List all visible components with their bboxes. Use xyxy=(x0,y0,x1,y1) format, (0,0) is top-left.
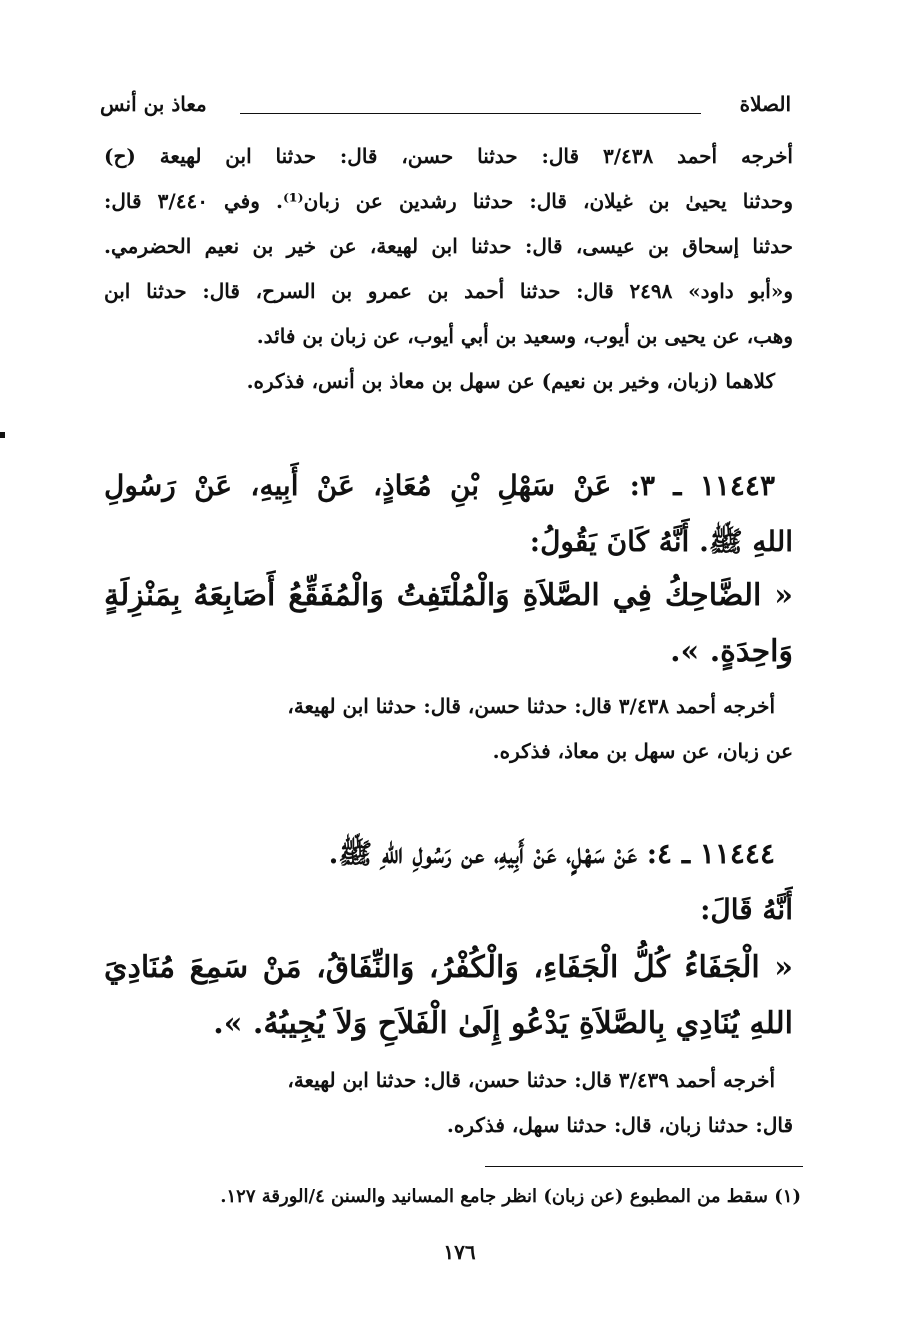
hadith-11443-intro xyxy=(104,458,793,570)
footnote: (١) سقط من المطبوع (عن زبان) انظر جامع المسانيد والسنن ٤/الورقة ١٢٧. xyxy=(220,1186,801,1207)
hadith-11443-text xyxy=(104,568,793,680)
running-header xyxy=(100,92,791,122)
hadith-line: « الْجَفَاءُ كُلُّ الْجَفَاءِ، وَالْكُفْرُ، وَالنِّفَاقُ، مَنْ سَمِعَ مُنَادِيَ xyxy=(104,950,793,985)
text-line: وحدثنا يحيىٰ بن غيلان، قال: حدثنا رشدين عن زبان⁽¹⁾. وفي ٣/٤٤٠ قال: xyxy=(104,189,793,213)
section-title: معاذ بن أنس xyxy=(100,92,207,116)
hadith-line: ١١٤٤٤ ـ ٤: عَنْ سَهْلٍ، عَنْ أَبِيهِ، عن رَسُولِ اللهِ ﷺ. xyxy=(328,837,775,870)
hadith-line: اللهِ ﷺ. أَنَّهُ كَانَ يَقُولُ: xyxy=(529,525,793,558)
hadith-line: « الضَّاحِكُ فِي الصَّلاَةِ وَالْمُلْتَفِتُ وَالْمُفَقِّعُ أَصَابِعَهُ بِمَنْزِلَةٍ xyxy=(104,578,793,613)
text-line: أخرجه أحمد ٣/٤٣٩ قال: حدثنا حسن، قال: حدثنا ابن لهيعة، xyxy=(287,1068,775,1092)
footnote-rule xyxy=(485,1166,803,1167)
text-line: قال: حدثنا زبان، قال: حدثنا سهل، فذكره. xyxy=(446,1113,793,1137)
text-line: حدثنا إسحاق بن عيسى، قال: حدثنا ابن لهيعة، عن خير بن نعيم الحضرمي. xyxy=(104,234,793,258)
header-rule xyxy=(240,113,701,114)
text-line: كلاهما (زبان، وخير بن نعيم) عن سهل بن معاذ بن أنس، فذكره. xyxy=(246,369,775,393)
chapter-title: الصلاة xyxy=(739,92,791,116)
margin-mark xyxy=(0,432,5,438)
text-line: و«أبو داود» ٢٤٩٨ قال: حدثنا أحمد بن عمرو بن السرح، قال: حدثنا ابن xyxy=(104,279,793,303)
hadith-line: أَنَّهُ قَالَ: xyxy=(700,893,793,926)
text-line: أخرجه أحمد ٣/٤٣٨ قال: حدثنا حسن، قال: حدثنا ابن لهيعة، xyxy=(287,694,775,718)
text-line: أخرجه أحمد ٣/٤٣٨ قال: حدثنا حسن، قال: حدثنا ابن لهيعة (ح) xyxy=(104,144,793,168)
hadith-11444-text xyxy=(104,940,793,1052)
hadith-line: اللهِ يُنَادِي بِالصَّلاَةِ يَدْعُو إِلَىٰ الْفَلاَحِ وَلاَ يُجِيبُهُ. ». xyxy=(213,1006,793,1041)
page-number: ١٧٦ xyxy=(443,1240,476,1264)
hadith-11444-intro xyxy=(104,826,793,938)
hadith-11444-takhrij xyxy=(104,1058,793,1148)
text-line: وهب، عن يحيى بن أيوب، وسعيد بن أبي أيوب، عن زبان بن فائد. xyxy=(256,324,793,348)
hadith-line: وَاحِدَةٍ. ». xyxy=(670,634,793,669)
hadith-line: ١١٤٤٣ ـ ٣: عَنْ سَهْلِ بْنِ مُعَاذٍ، عَنْ أَبِيهِ، عَنْ رَسُولِ xyxy=(104,469,776,502)
hadith-11443-takhrij xyxy=(104,684,793,774)
takhrij-paragraph-1 xyxy=(104,134,793,404)
text-line: عن زبان، عن سهل بن معاذ، فذكره. xyxy=(492,739,793,763)
